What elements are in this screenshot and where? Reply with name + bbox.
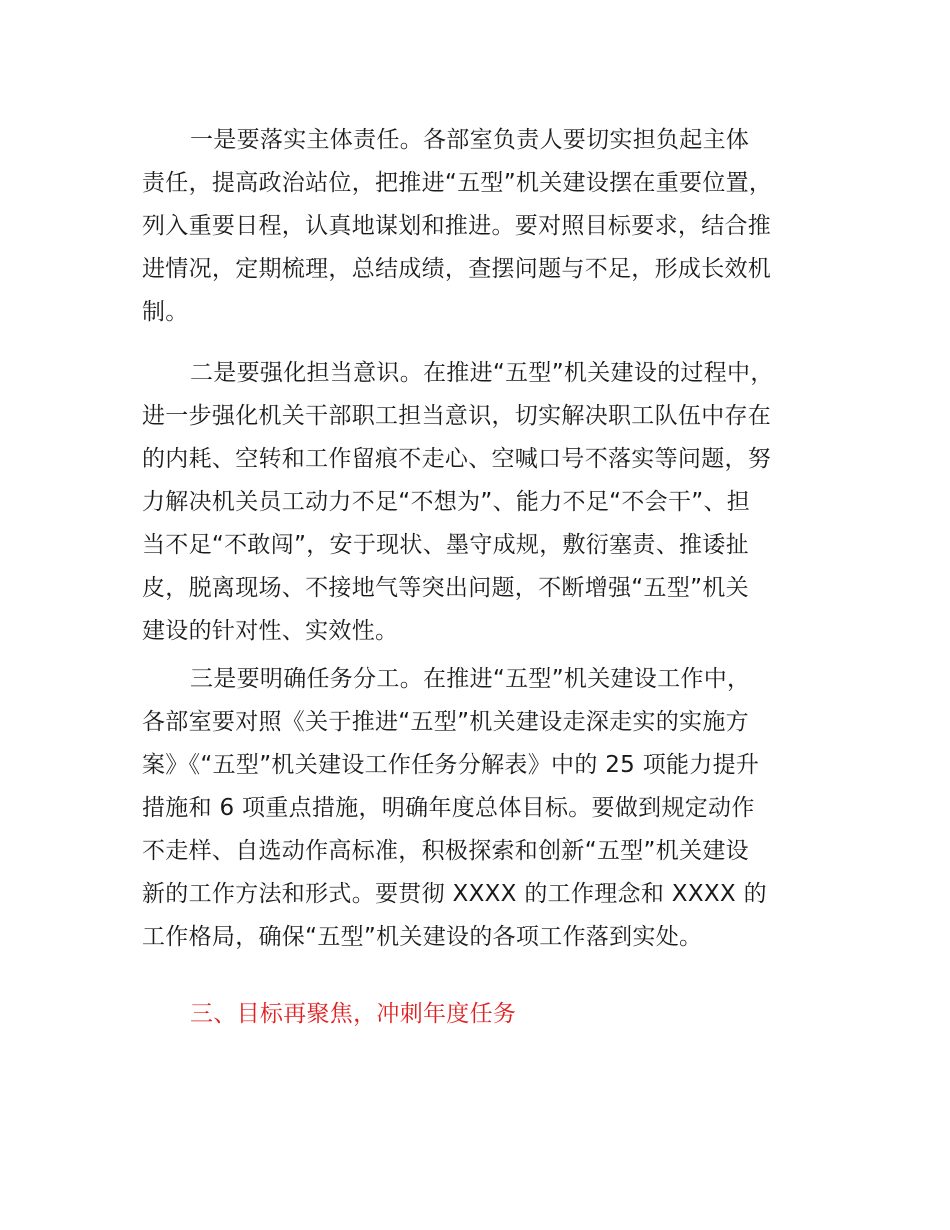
paragraph-implement-responsibility (142, 119, 812, 334)
section-heading: 三、目标再聚焦，冲刺年度任务 (190, 1001, 517, 1027)
paragraph-line: 案》《“五型”机关建设工作任务分解表》中的 25 项能力提升 (142, 752, 760, 778)
paragraph-line: 制。 (142, 299, 189, 325)
paragraph-line: 不走样、自选动作高标准，积极探索和创新“五型”机关建设 (142, 838, 749, 864)
paragraph-line: 进一步强化机关干部职工担当意识，切实解决职工队伍中存在 (142, 403, 772, 429)
paragraph-task-division (142, 658, 812, 959)
paragraph-line: 的内耗、空转和工作留痕不走心、空喊口号不落实等问题，努 (142, 446, 772, 472)
paragraph-line: 措施和 6 项重点措施，明确年度总体目标。要做到规定动作 (142, 795, 755, 821)
paragraph-line: 新的工作方法和形式。要贯彻 XXXX 的工作理念和 XXXX 的 (142, 881, 767, 907)
section-heading-block (142, 993, 812, 1036)
paragraph-line: 工作格局，确保“五型”机关建设的各项工作落到实处。 (142, 924, 703, 950)
paragraph-line: 责任，提高政治站位，把推进“五型”机关建设摆在重要位置， (142, 170, 773, 196)
paragraph-line: 各部室要对照《关于推进“五型”机关建设走深走实的实施方 (142, 709, 749, 735)
paragraph-line: 力解决机关员工动力不足“不想为”、能力不足“不会干”、担 (142, 489, 751, 515)
paragraph-line: 建设的针对性、实效性。 (142, 618, 399, 644)
paragraph-line: 三是要明确任务分工。在推进“五型”机关建设工作中， (190, 666, 751, 692)
paragraph-strengthen-responsibility (142, 352, 812, 653)
paragraph-line: 皮，脱离现场、不接地气等突出问题，不断增强“五型”机关 (142, 575, 749, 601)
paragraph-line: 进情况，定期梳理，总结成绩，查摆问题与不足，形成长效机 (142, 256, 772, 282)
paragraph-line: 列入重要日程，认真地谋划和推进。要对照目标要求，结合推 (142, 213, 772, 239)
paragraph-line: 一是要落实主体责任。各部室负责人要切实担负起主体 (190, 127, 750, 153)
paragraph-line: 当不足“不敢闯”，安于现状、墨守成规，敷衍塞责、推诿扯 (142, 532, 749, 558)
paragraph-line: 二是要强化担当意识。在推进“五型”机关建设的过程中， (190, 360, 774, 386)
